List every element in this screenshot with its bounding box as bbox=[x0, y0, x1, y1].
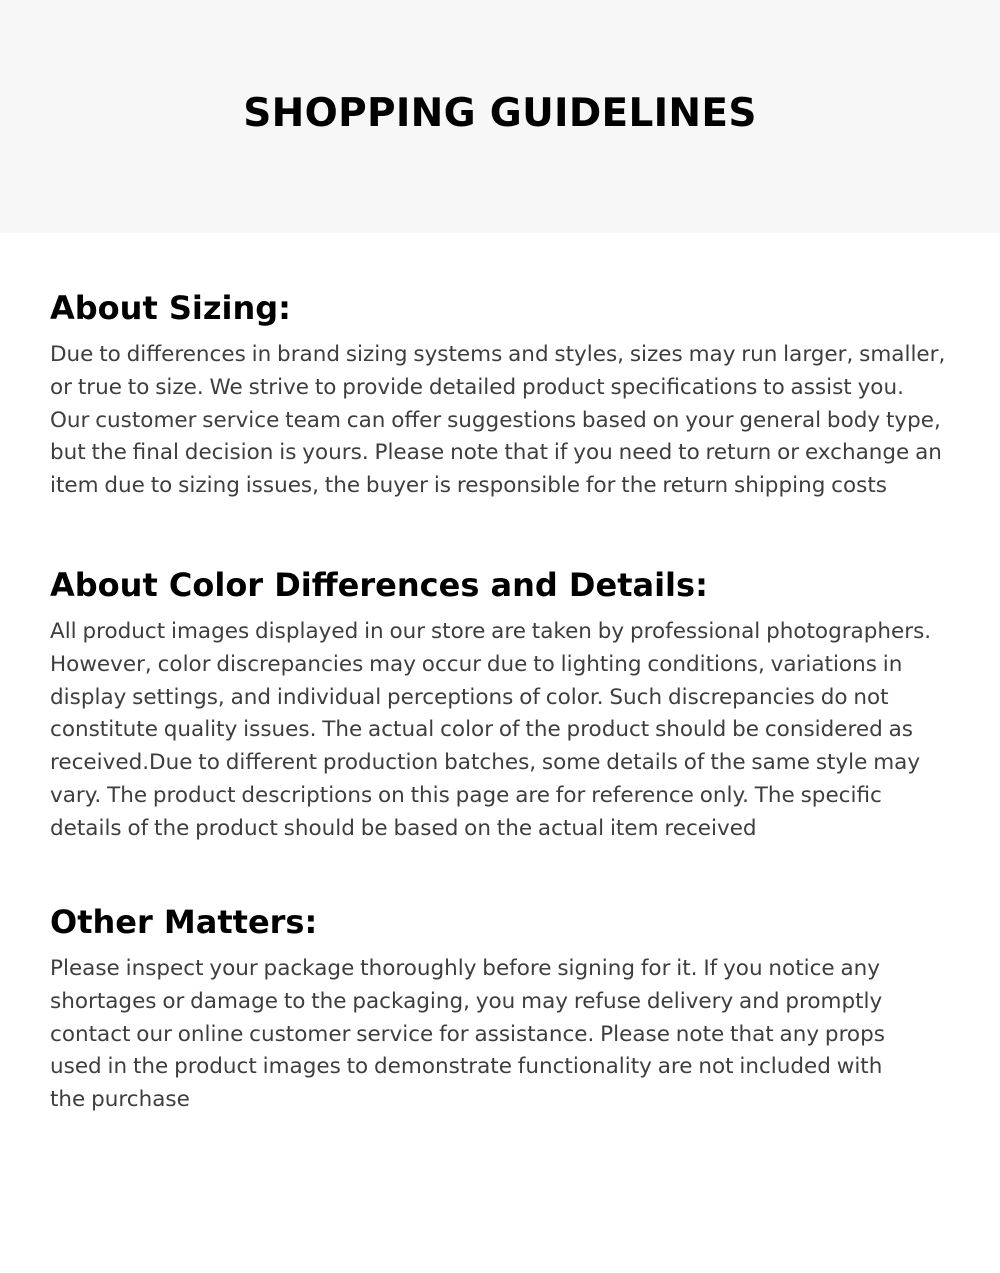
body-line: details of the product should be based on the actual item received bbox=[50, 815, 757, 841]
body-line: constitute quality issues. The actual color of the product should be considered as bbox=[50, 717, 913, 743]
body-line: However, color discrepancies may occur due to lighting conditions, variations in bbox=[50, 651, 903, 677]
body-line: or true to size. We strive to provide detailed product specifications to assist you. bbox=[50, 374, 904, 400]
body-line: vary. The product descriptions on this page are for reference only. The specific bbox=[50, 782, 882, 808]
section-about-color-differences bbox=[50, 564, 960, 846]
body-line: Our customer service team can offer suggestions based on your general body type, bbox=[50, 407, 941, 433]
body-line: the purchase bbox=[50, 1087, 190, 1113]
section-about-sizing bbox=[50, 287, 960, 503]
body-line: item due to sizing issues, the buyer is responsible for the return shipping costs bbox=[50, 473, 887, 499]
body-line: shortages or damage to the packaging, you may refuse delivery and promptly bbox=[50, 988, 883, 1014]
body-line: but the final decision is yours. Please note that if you need to return or exchange an bbox=[50, 440, 942, 466]
body-line: Please inspect your package thoroughly before signing for it. If you notice any bbox=[50, 956, 881, 981]
page-title: SHOPPING GUIDELINES bbox=[243, 91, 757, 136]
section-other-matters bbox=[50, 901, 960, 1117]
section-heading: Other Matters: bbox=[50, 903, 318, 941]
section-heading: About Color Differences and Details: bbox=[50, 566, 708, 604]
body-line: Due to differences in brand sizing systems and styles, sizes may run larger, smaller, bbox=[50, 342, 946, 367]
section-body bbox=[50, 616, 960, 846]
body-line: All product images displayed in our store are taken by professional photographers. bbox=[50, 619, 932, 644]
section-body bbox=[50, 953, 960, 1117]
header-banner bbox=[0, 0, 1000, 233]
body-line: used in the product images to demonstrate functionality are not included with bbox=[50, 1054, 883, 1080]
body-line: received.Due to different production batches, some details of the same style may bbox=[50, 750, 921, 776]
body-line: contact our online customer service for assistance. Please note that any props bbox=[50, 1021, 885, 1047]
section-heading: About Sizing: bbox=[50, 289, 291, 327]
section-body bbox=[50, 339, 960, 503]
body-line: display settings, and individual perceptions of color. Such discrepancies do not bbox=[50, 684, 889, 710]
